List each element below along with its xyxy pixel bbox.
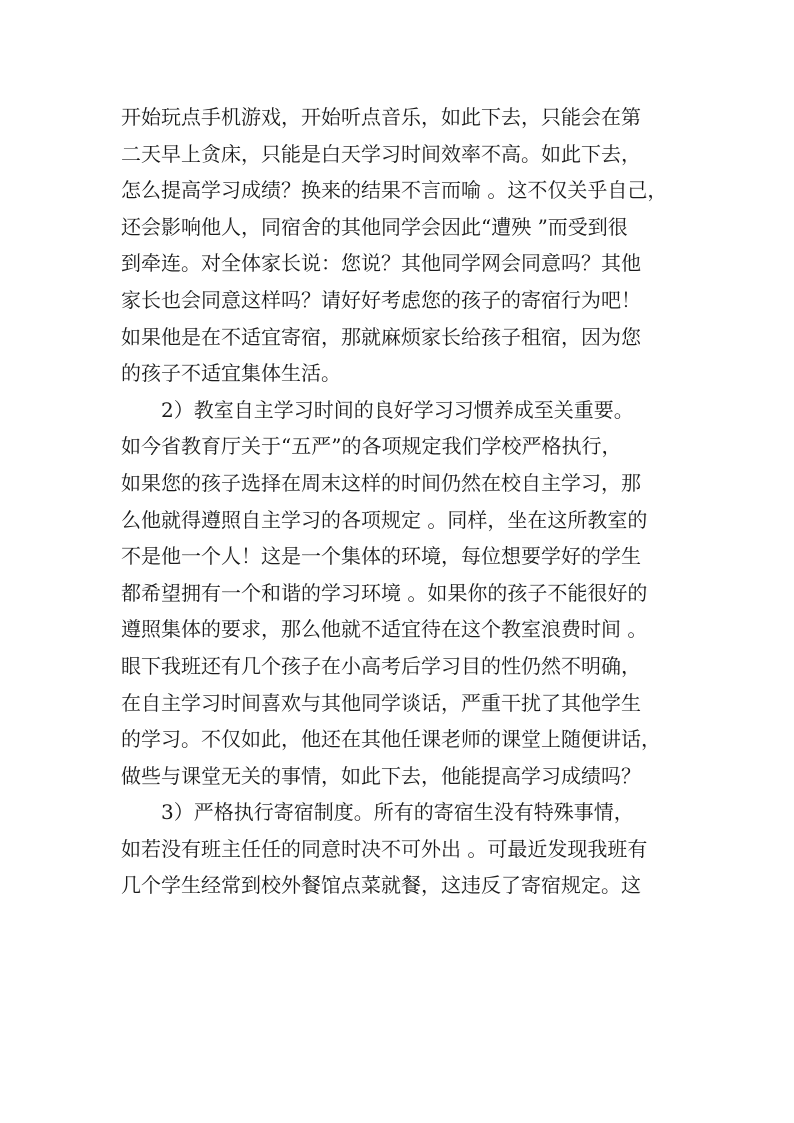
text-line: 二天早上贪床，只能是白天学习时间效率不高。如此下去， (121, 141, 641, 166)
text-line: 到牵连。对全体家长说：您说？其他同学网会同意吗？其他 (121, 251, 641, 276)
text-line: 的学习。不仅如此，他还在其他任课老师的课堂上随便讲话， (121, 727, 661, 752)
text-line: 么他就得遵照自主学习的各项规定 。同样，坐在这所教室的 (121, 507, 648, 532)
text-line: 眼下我班还有几个孩子在小高考后学习目的性仍然不明确， (121, 653, 641, 678)
text-line: 在自主学习时间喜欢与其他同学谈话，严重干扰了其他学生 (121, 690, 641, 715)
text-line: 不是他一个人！这是一个集体的环境，每位想要学好的学生 (121, 544, 641, 569)
text-line: 如果他是在不适宜寄宿，那就麻烦家长给孩子租宿，因为您 (121, 324, 641, 349)
text-line: 如果您的孩子选择在周末这样的时间仍然在校自主学习，那 (121, 470, 641, 495)
text-line: 开始玩点手机游戏，开始听点音乐，如此下去，只能会在第 (121, 105, 641, 129)
text-line: 家长也会同意这样吗？请好好考虑您的孩子的寄宿行为吧！ (121, 287, 641, 312)
text-line: 做些与课堂无关的事情，如此下去，他能提高学习成绩吗？ (121, 763, 641, 788)
text-line: 怎么提高学习成绩？换来的结果不言而喻 。这不仅关乎自己， (121, 178, 668, 203)
body-text (121, 99, 681, 904)
text-line: 还会影响他人，同宿舍的其他同学会因此“遭殃 ”而受到很 (121, 214, 628, 239)
text-line: 遵照集体的要求，那么他就不适宜待在这个教室浪费时间 。 (121, 617, 648, 642)
text-line: 如今省教育厅关于“五严”的各项规定我们学校严格执行， (121, 434, 622, 459)
text-line: 的孩子不适宜集体生活。 (121, 361, 341, 386)
text-line: 2）教室自主学习时间的良好学习习惯养成至关重要。 (121, 397, 634, 422)
text-line: 几个学生经常到校外餐馆点菜就餐，这违反了寄宿规定。这 (121, 873, 641, 898)
text-line: 如若没有班主任任的同意时决不可外出 。可最近发现我班有 (121, 836, 648, 861)
text-line: 3）严格执行寄宿制度。所有的寄宿生没有特殊事情， (121, 800, 634, 825)
text-line: 都希望拥有一个和谐的学习环境 。如果你的孩子不能很好的 (121, 580, 648, 605)
